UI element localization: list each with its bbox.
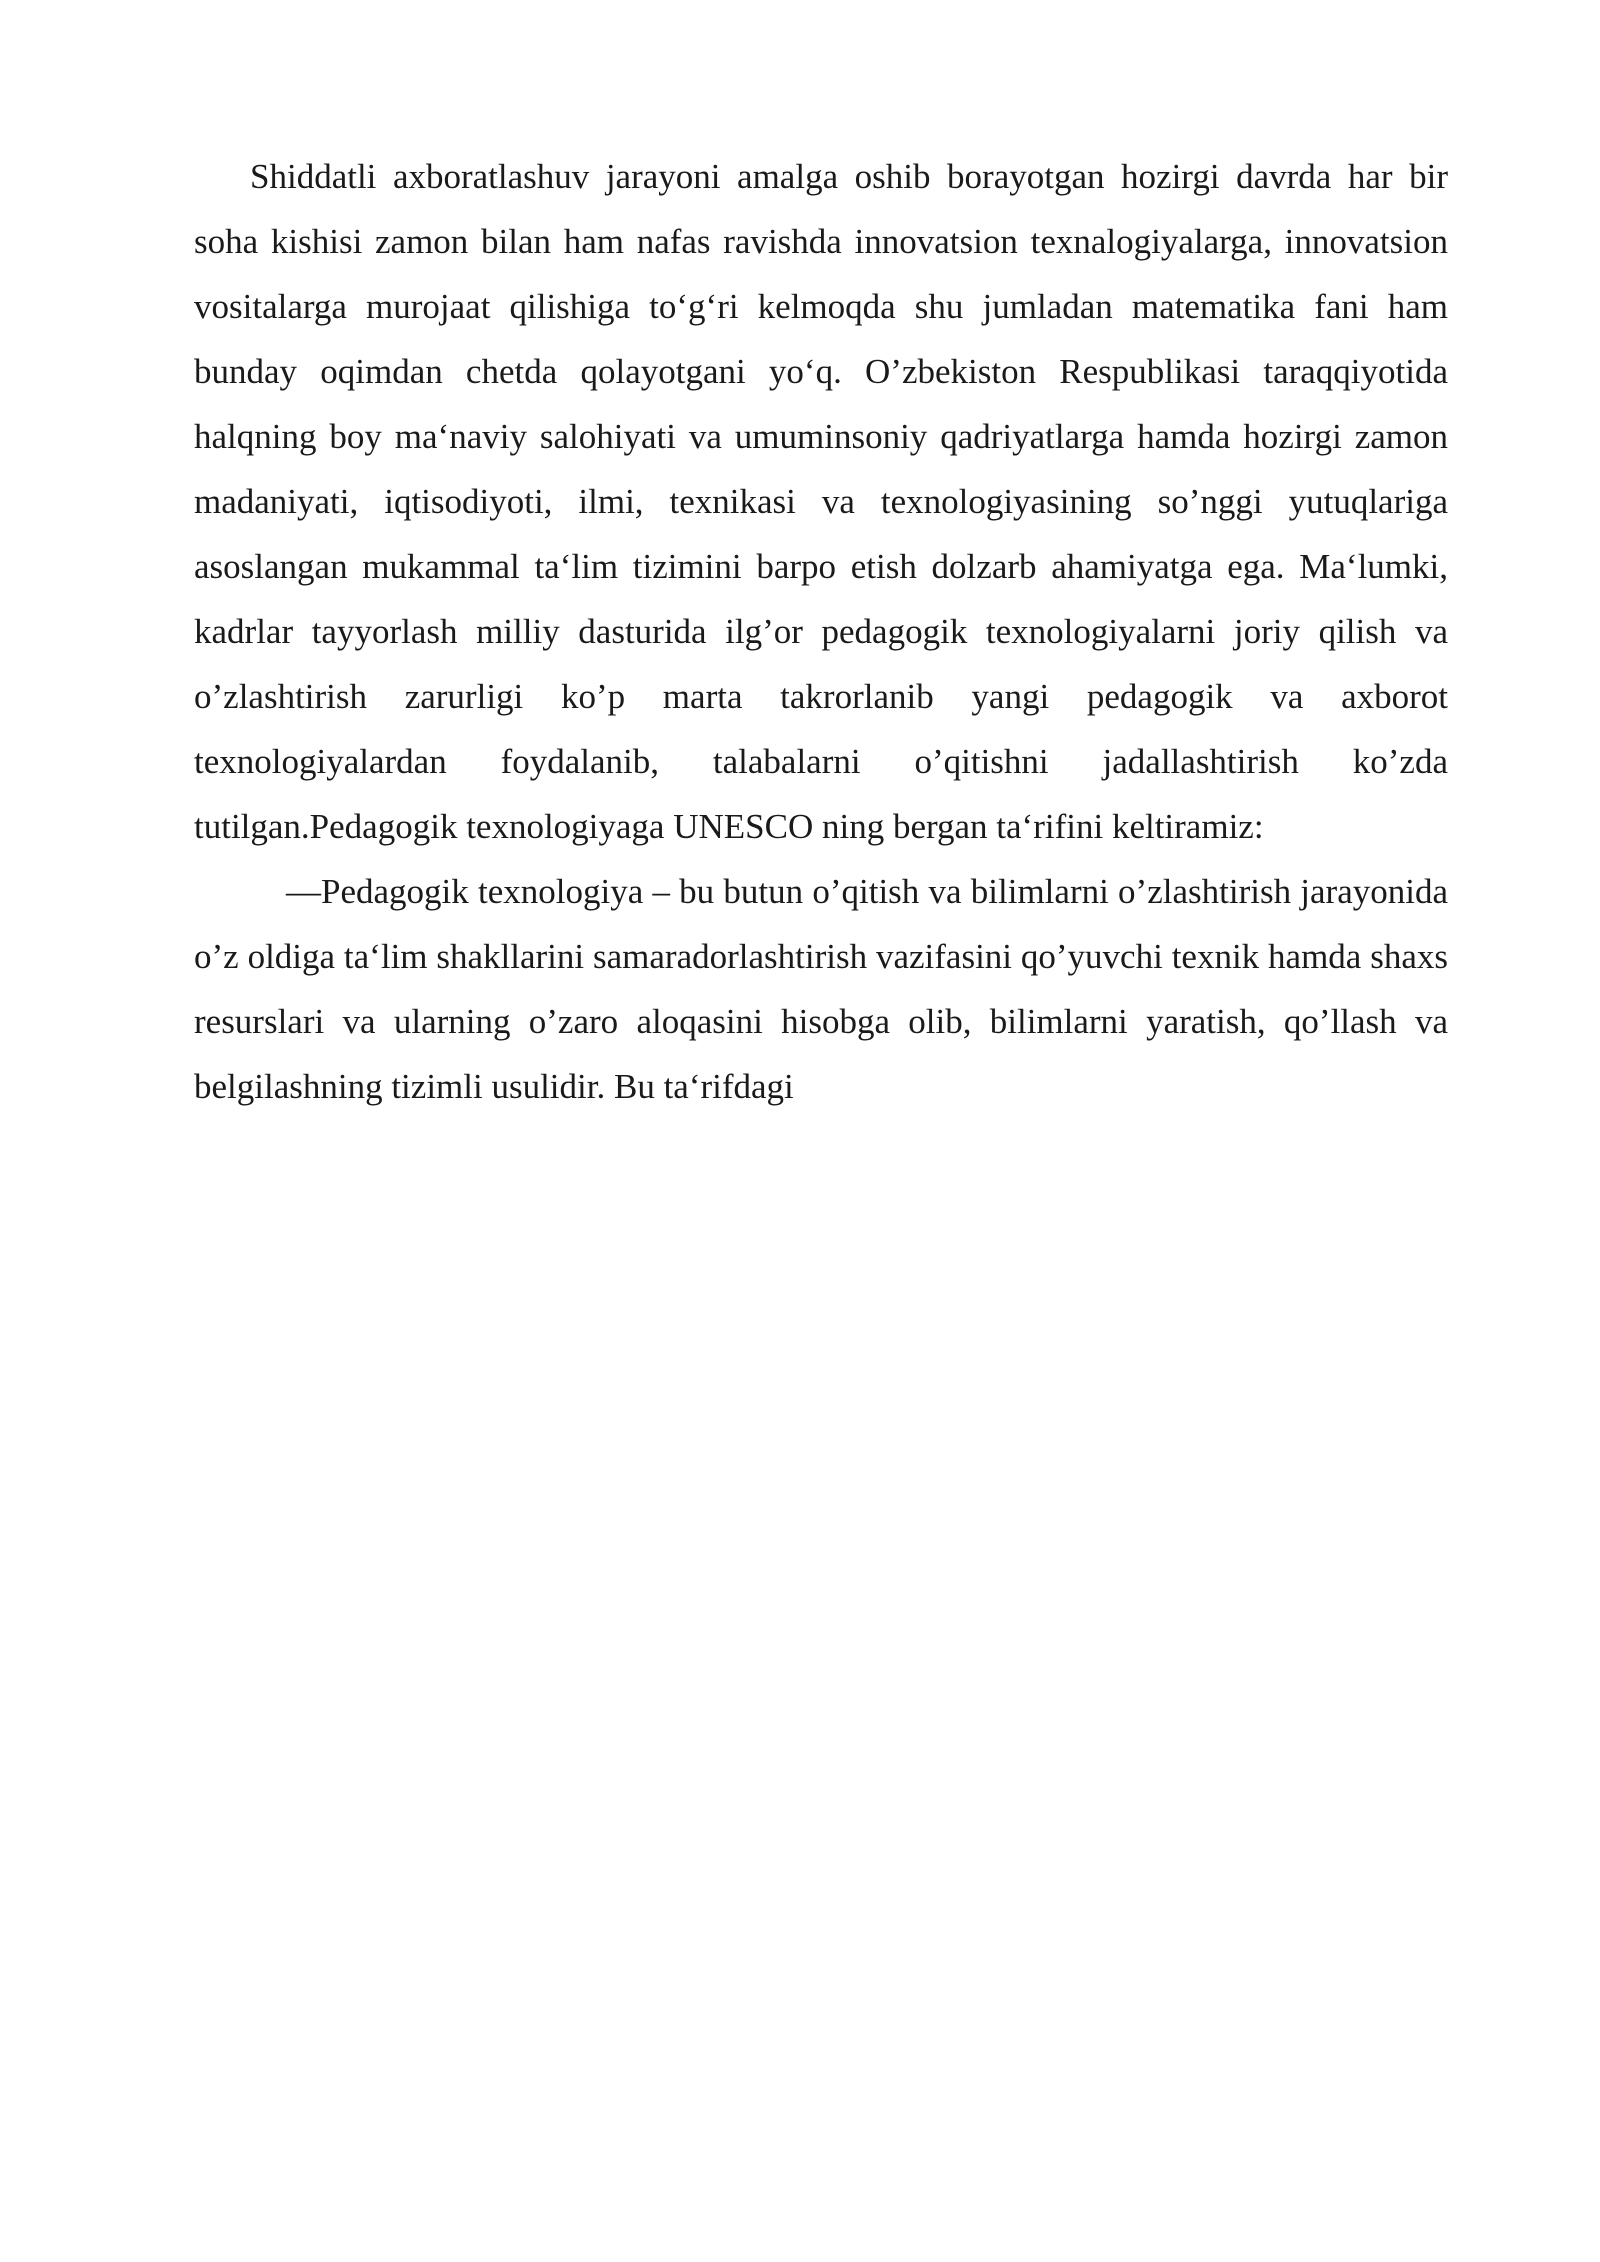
paragraph-intro: Shiddatli axboratlashuv jarayoni amalga oshib borayotgan hozirgi davrda har bir soha kishisi zamon bilan ham nafas ravishda innovatsion texnalogiyalarga, innovatsion vositalarga murojaat qilishiga to‘g‘ri kelmoqda shu jumladan matematika fani ham bunday oqimdan chetda qolayotgani yo‘q. O’zbekiston Respublikasi taraqqiyotida halqning boy ma‘naviy salohiyati va umuminsoniy qadriyatlarga hamda hozirgi zamon madaniyati, iqtisodiyoti, ilmi, texnikasi va texnologiyasining so’nggi yutuqlariga asoslangan mukammal ta‘lim tizimini barpo etish dolzarb ahamiyatga ega. Ma‘lumki, kadrlar tayyorlash milliy dasturida ilg’or pedagogik texnologiyalarni joriy qilish va o’zlashtirish zarurligi ko’p marta takrorlanib yangi pedagogik va axborot texnologiyalardan foydalanib, talabalarni o’qitishni jadallashtirish ko’zda tutilgan.Pedagogik texnologiyaga UNESCO ning bergan ta‘rifini keltiramiz: (194, 157, 1448, 846)
paragraph-unesco-definition: —Pedagogik texnologiya – bu butun o’qitish va bilimlarni o’zlashtirish jarayonida o’z oldiga ta‘lim shakllarini samaradorlashtirish vazifasini qo’yuvchi texnik hamda shaxs resurslari va ularning o’zaro aloqasini hisobga olib, bilimlarni yaratish, qo’llash va belgilashning tizimli usulidir. Bu ta‘rifdagi (194, 872, 1448, 1106)
body-text (194, 144, 1448, 1119)
